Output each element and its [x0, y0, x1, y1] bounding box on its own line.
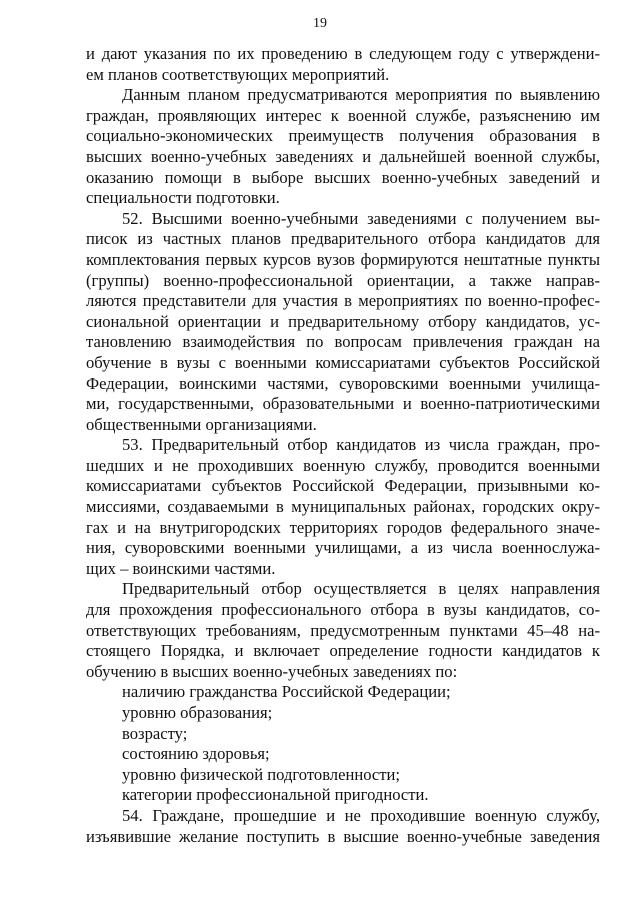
text-line: гах и на внутригородских территориях городов федерального значе-: [86, 517, 600, 537]
list-item: категории профессиональной пригодности.: [122, 785, 429, 805]
text-line: Федерации, воинскими частями, суворовскими военными училища-: [86, 373, 600, 393]
text-line: (группы) военно-профессиональной ориентации, а также направ-: [86, 270, 600, 290]
text-line: обучению в высших военно-учебных заведениях по:: [86, 661, 458, 681]
text-line: специальности подготовки.: [86, 188, 280, 208]
document-body: [86, 44, 600, 847]
text-line: граждан, проявляющих интерес к военной службе, разъяснению им: [86, 105, 600, 125]
text-line: ния, суворовскими военными училищами, а из числа военнослужа-: [86, 538, 600, 558]
text-line: стоящего Порядка, и включает определение годности кандидатов к: [86, 641, 600, 661]
text-line: комплектования первых курсов вузов формируются нештатные пункты: [86, 249, 600, 269]
text-line: оказанию помощи в выборе высших военно-учебных заведений и: [86, 167, 600, 187]
text-line: и дают указания по их проведению в следующем году с утверждени-: [86, 44, 600, 63]
list-item: состоянию здоровья;: [122, 744, 270, 764]
list-item: возрасту;: [122, 723, 188, 743]
text-line: сиональной ориентации и предварительному отбору кандидатов, ус-: [86, 311, 600, 331]
list-item: уровню образования;: [122, 703, 273, 722]
text-line: 52. Высшими военно-учебными заведениями с получением вы-: [122, 208, 600, 228]
text-line: тановлению взаимодействия по вопросам привлечения граждан на: [86, 332, 600, 352]
text-line: комиссариатами субъектов Российской Федерации, призывными ко-: [86, 476, 600, 496]
text-line: обучение в вузы с военными комиссариатами субъектов Российской: [86, 352, 600, 372]
text-line: общественными организациями.: [86, 414, 317, 434]
paragraph-53: [86, 435, 600, 579]
text-line: щих – воинскими частями.: [86, 558, 276, 578]
text-line: Предварительный отбор осуществляется в целях направления: [122, 579, 600, 599]
text-line: писок из частных планов предварительного отбора кандидатов для: [86, 229, 600, 249]
paragraph-continuation: [86, 44, 600, 85]
text-line: ляются представители для участия в мероприятиях по военно-профес-: [86, 291, 600, 311]
text-line: изъявившие желание поступить в высшие военно-учебные заведения: [86, 826, 600, 846]
text-line: ми, государственными, образовательными и военно-патриотическими: [86, 394, 600, 414]
list-item: уровню физической подготовленности;: [122, 764, 401, 784]
text-line: миссиями, создаваемыми в муниципальных районах, городских окру-: [86, 497, 600, 517]
paragraph-54: [86, 806, 600, 847]
text-line: высших военно-учебных заведениях и дальнейшей военной службы,: [86, 146, 600, 166]
paragraph-52: [86, 209, 600, 436]
page-number: 19: [313, 16, 327, 31]
text-line: 54. Граждане, прошедшие и не проходившие военную службу,: [122, 805, 600, 825]
list-item: наличию гражданства Российской Федерации;: [122, 682, 451, 702]
paragraph-plan: [86, 85, 600, 209]
text-line: Данным планом предусматриваются мероприятия по выявлению: [122, 85, 600, 105]
text-line: социально-экономических преимуществ получения образования в: [86, 126, 600, 146]
paragraph-preliminary-selection: [86, 579, 600, 682]
text-line: шедших и не проходивших военную службу, проводится военными: [86, 455, 600, 475]
text-line: ответствующих требованиям, предусмотренным пунктами 45–48 на-: [86, 620, 600, 640]
text-line: для прохождения профессионального отбора в вузы кандидатов, со-: [86, 600, 600, 620]
text-line: ем планов соответствующих мероприятий.: [86, 64, 390, 84]
text-line: 53. Предварительный отбор кандидатов из числа граждан, про-: [122, 435, 600, 455]
criteria-list: [86, 682, 600, 806]
